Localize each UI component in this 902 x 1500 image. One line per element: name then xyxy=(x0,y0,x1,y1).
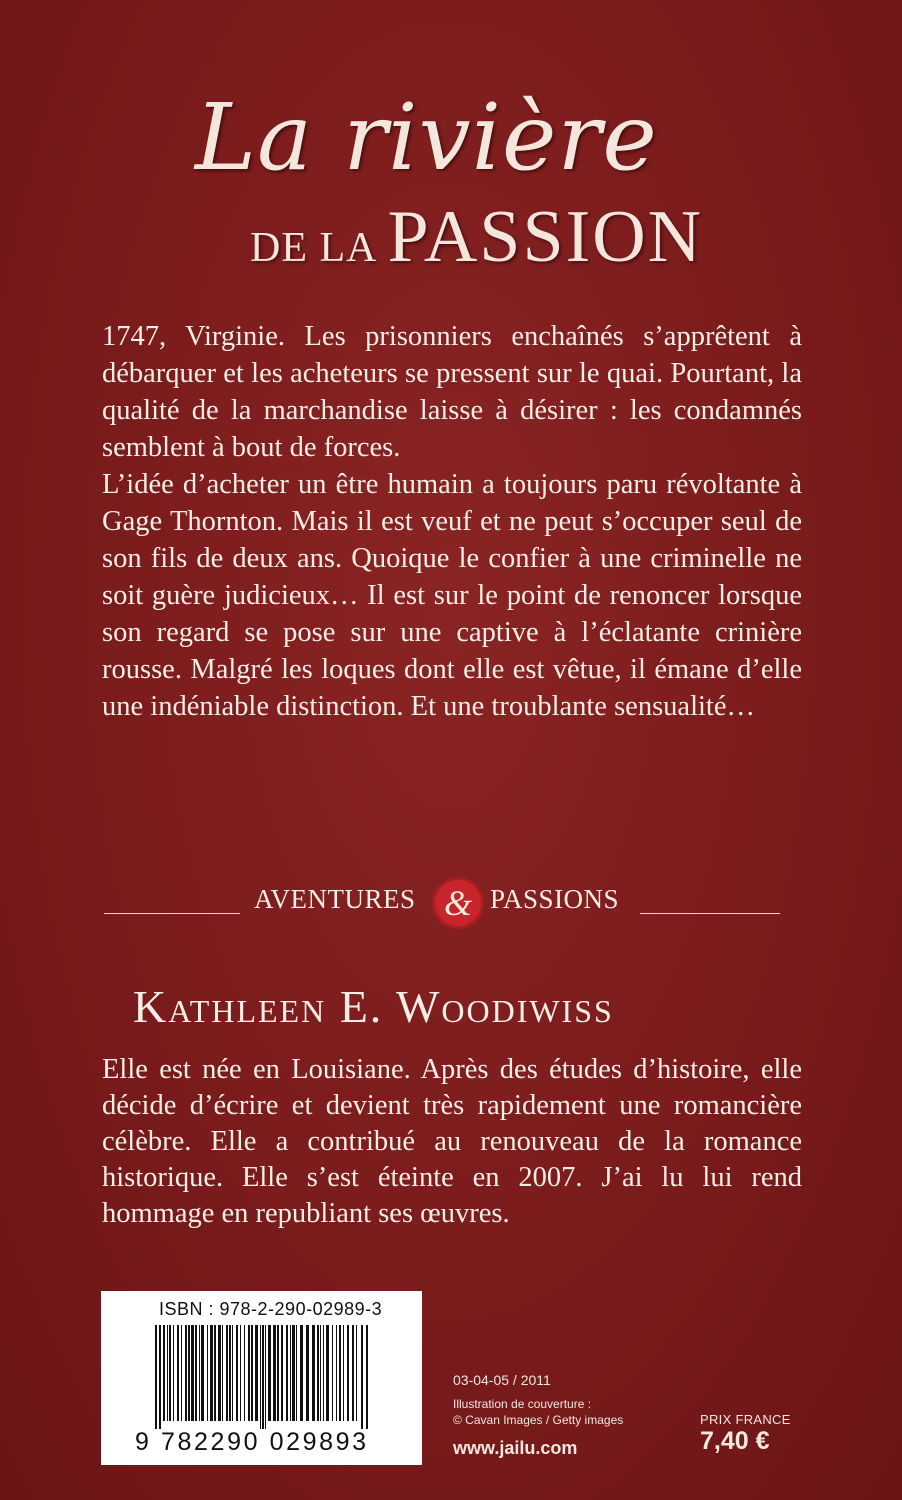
barcode-panel xyxy=(101,1291,422,1465)
price-block xyxy=(700,1412,791,1456)
price-label: PRIX FRANCE xyxy=(700,1412,791,1427)
collection-label-passions: PASSIONS xyxy=(490,884,620,914)
publication-info xyxy=(453,1372,623,1459)
publisher-website: www.jailu.com xyxy=(453,1438,578,1458)
ampersand-badge-icon xyxy=(435,880,481,926)
divider-right xyxy=(640,913,780,914)
title-de-la: DE LA xyxy=(250,225,378,271)
title-subline xyxy=(250,195,703,280)
ampersand-glyph: & xyxy=(443,883,472,923)
author-bio xyxy=(102,1052,802,1232)
barcode-digits: 9 782290 029893 xyxy=(135,1428,369,1456)
cover-credit-1: Illustration de couverture : xyxy=(453,1397,592,1411)
collection-banner xyxy=(104,880,780,930)
bio-paragraph: Elle est née en Louisiane. Après des études d’histoire, elle décide d’écrire et devient très rapidement une romancière célèbre. Elle a contribué au renouveau de la romance historique. Elle s’est éteinte en 2007. J’ai lu lui rend hommage en republiant ses œuvres. xyxy=(102,1054,802,1229)
title-script: La rivière xyxy=(195,84,658,191)
divider-left xyxy=(104,913,240,914)
cover-credit-2: © Cavan Images / Getty images xyxy=(453,1413,624,1427)
isbn-label: ISBN : 978-2-290-02989-3 xyxy=(159,1299,383,1319)
blurb-paragraph-1: 1747, Virginie. Les prisonniers enchaînés s’apprêtent à débarquer et les acheteurs se pressent sur le quai. Pourtant, la qualité de la marchandise laisse à désirer : les condamnés semblent à bout de forces. xyxy=(102,321,802,463)
barcode-icon xyxy=(155,1325,369,1429)
blurb xyxy=(102,318,802,725)
title-passion: PASSION xyxy=(387,196,704,278)
author-name: Kathleen E. Woodiwiss xyxy=(133,981,614,1032)
print-date: 03-04-05 / 2011 xyxy=(453,1372,551,1388)
collection-label-aventures: AVENTURES xyxy=(254,884,416,914)
price-value: 7,40 € xyxy=(700,1427,770,1455)
blurb-paragraph-2: L’idée d’acheter un être humain a toujours paru révoltante à Gage Thornton. Mais il est veuf et ne peut s’occuper seul de son fils de deux ans. Quoique le confier à une criminelle ne soit guère judicieux… Il est sur le point de renoncer lorsque son regard se pose sur une captive à l’éclatante crinière rousse. Malgré les loques dont elle est vêtue, il émane d’elle une indéniable distinction. Et une troublante sensualité… xyxy=(102,469,802,722)
